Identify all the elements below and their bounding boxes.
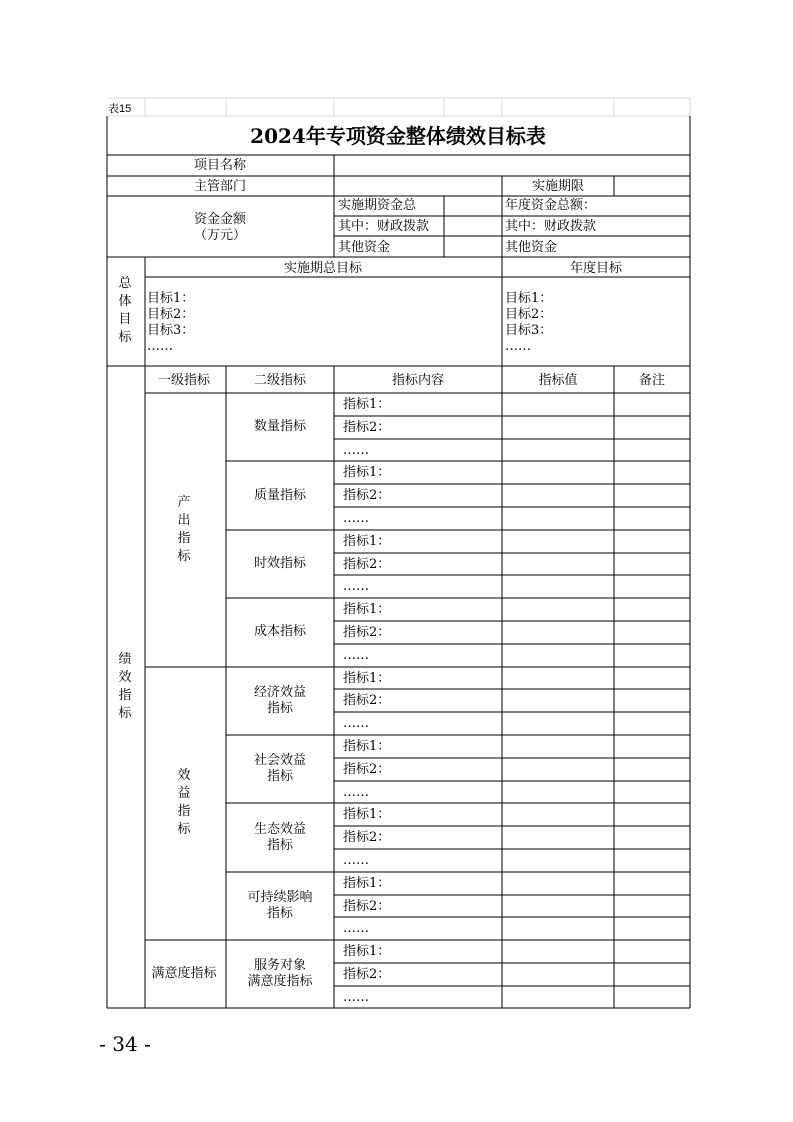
annual-total-label: 年度资金总额： [505,198,597,213]
indicator-row-label: 指标2： [343,488,391,504]
col-level1-header: 一级指标 [157,373,211,388]
annual-goal-items: 目标1： 目标2： 目标3： …… [505,291,553,354]
indicators-side-label: 绩效指标 [118,652,132,721]
goals-side-label: 总体目标 [118,276,132,345]
period-label: 实施期限 [531,179,585,194]
indicator-row-label: 指标1： [343,739,391,754]
level2-label: 时效指标 [253,556,307,571]
funds-label: 资金金额 （万元） [193,212,247,243]
col-level2-header: 二级指标 [253,373,307,388]
indicator-row-label: 指标2： [343,830,391,846]
indicator-row-label: 指标1： [343,944,391,960]
level1-label: 产出指标 [177,494,191,564]
indicator-row-label: 指标1： [343,807,391,823]
level2-label: 生态效益 指标 [253,821,307,853]
annual-fiscal-label: 其中：财政拨款 [505,219,597,234]
period-goal-items: 目标1： 目标2： 目标3： …… [147,291,195,354]
indicator-row-label: …… [343,921,369,937]
indicator-row-label: …… [343,716,369,732]
level2-label: 可持续影响 指标 [247,890,313,921]
indicator-row-label: 指标2： [343,556,391,572]
project-name-label: 项目名称 [193,158,247,173]
annual-other-label: 其他资金 [505,240,558,255]
indicator-row-label: 指标1： [343,602,391,618]
indicator-row-label: 指标1： [343,670,391,686]
indicator-row-label: …… [343,784,369,800]
page-number: - 34 - [99,1032,151,1056]
col-content-header: 指标内容 [391,373,445,388]
level1-label: 效益指标 [177,768,191,838]
indicator-row-label: 指标2： [343,761,391,777]
col-value-header: 指标值 [538,373,578,388]
dept-label: 主管部门 [193,179,247,194]
level2-label: 社会效益 指标 [253,753,307,785]
level2-label: 服务对象 满意度指标 [247,958,313,990]
level2-label: 成本指标 [253,624,307,640]
indicator-row-label: 指标2： [343,693,391,709]
level2-label: 质量指标 [253,487,307,503]
table-number: 表15 [108,103,132,115]
indicator-row-label: …… [343,989,369,1005]
indicator-row-label: 指标2： [343,898,391,914]
indicator-row-label: …… [343,579,369,595]
indicator-row-label: …… [343,442,369,458]
period-total-label: 实施期资金总 [338,198,417,213]
period-goal-header: 实施期总目标 [283,261,363,276]
indicator-row-label: …… [343,511,369,526]
level2-label: 经济效益 指标 [253,684,307,716]
indicator-row-label: 指标2： [343,967,391,982]
indicator-row-label: 指标2： [343,419,391,435]
col-note-header: 备注 [638,373,666,388]
indicator-row-label: 指标1： [343,465,391,481]
page-title: 2024年专项资金整体绩效目标表 [250,124,546,148]
indicator-row-label: …… [343,853,369,868]
period-fiscal-label: 其中：财政拨款 [338,219,430,234]
period-other-label: 其他资金 [338,240,391,255]
indicator-row-label: 指标1： [343,397,391,412]
indicator-row-label: 指标1： [343,875,391,891]
indicator-row-label: …… [343,647,369,663]
indicator-row-label: 指标2： [343,625,391,640]
indicator-row-label: 指标1： [343,533,391,549]
level1-label: 满意度指标 [151,966,217,982]
annual-goal-header: 年度目标 [569,261,623,276]
level2-label: 数量指标 [253,419,307,435]
